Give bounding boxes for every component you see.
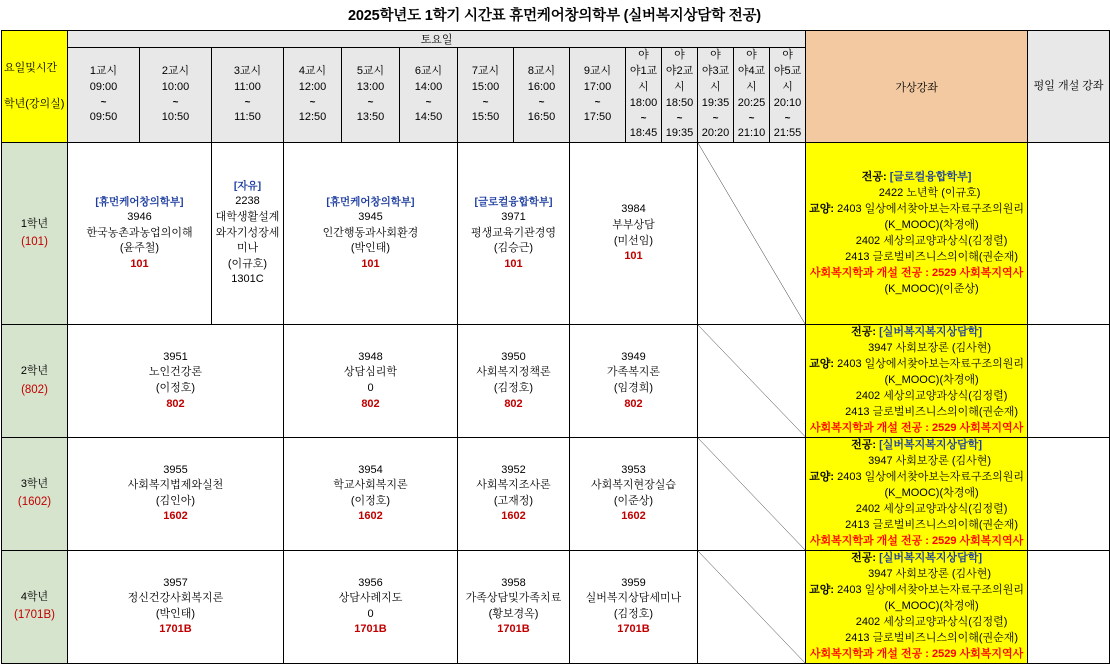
course-cell[interactable]: 3949 가족복지론 (임경희) 802 (570, 325, 698, 438)
virtual-liberal-course: (K_MOOC)(차경애) (884, 374, 979, 386)
virtual-liberal-line: 교양: 2403 일상에서찾아보는자료구조의원리 (809, 202, 1025, 215)
period-header-8: 8교시 16:00 ~ 16:50 (514, 48, 570, 143)
virtual-extra-note: 사회복지학과 개설 전공 : 2529 사회복지역사 (809, 421, 1024, 434)
empty-slot (698, 143, 806, 325)
virtual-liberal-line: 교양: 2403 일상에서찾아보는자료구조의원리 (809, 470, 1025, 483)
virtual-course-cell (806, 325, 1028, 438)
period-header-6: 6교시 14:00 ~ 14:50 (400, 48, 458, 143)
course-cell[interactable]: 3951 노인건강론 (이정호) 802 (68, 325, 284, 438)
night-label: 야 (746, 49, 757, 61)
virtual-liberal-course: (K_MOOC)(차경애) (884, 486, 979, 499)
weekday-course-cell (1028, 143, 1110, 325)
virtual-major-line: 전공: [실버복지복지상담학] (851, 438, 983, 451)
tilde: ~ (244, 96, 251, 108)
weekday-course-cell (1028, 550, 1110, 663)
period-header-7: 7교시 15:00 ~ 15:50 (458, 48, 514, 143)
night-label: 야 (638, 49, 649, 61)
tilde: ~ (784, 112, 791, 124)
virtual-major-line: 전공: [실버복지복지상담학] (851, 326, 983, 339)
course-cell[interactable]: 3959 실버복지상담세미나 (김정호) 1701B (570, 550, 698, 663)
virtual-liberal-course: 2402 세상의교양과상식(김정렬) (855, 389, 1008, 402)
period-header-2: 2교시 10:00 ~ 10:50 (140, 48, 212, 143)
virtual-major-course: 3947 사회보장론 (김사현) (868, 342, 992, 355)
empty-slot (698, 550, 806, 663)
virtual-extra-note-2: (K_MOOC)(이준상) (884, 282, 979, 295)
tilde: ~ (425, 96, 432, 108)
virtual-extra-note: 사회복지학과 개설 전공 : 2529 사회복지역사 (809, 647, 1024, 660)
course-cell[interactable]: [휴먼케어창의학부] 3945 인간행동과사회환경 (박인태) 101 (284, 143, 458, 325)
course-cell[interactable]: 3952 사회복지조사론 (고재정) 1602 (458, 437, 570, 550)
year-cell-2: 2학년 (802) (2, 325, 68, 438)
tilde: ~ (100, 96, 107, 108)
weekday-course-header: 평일 개설 강좌 (1028, 31, 1110, 143)
timetable (1, 30, 1110, 664)
course-cell[interactable]: 3953 사회복지현장실습 (이준상) 1602 (570, 437, 698, 550)
period-header-3: 3교시 11:00 ~ 11:50 (212, 48, 284, 143)
course-cell[interactable]: [자유] 2238 대학생활설계와자기성장세미나 (이규호) 1301C (212, 143, 284, 325)
table-row (2, 143, 1110, 325)
year-cell-1: 1학년 (101) (2, 143, 68, 325)
virtual-liberal-course: (K_MOOC)(차경애) (884, 218, 979, 231)
header-row-day (2, 31, 1110, 48)
tilde: ~ (748, 112, 755, 124)
period-header-n4: 야 야4교시 20:25 ~ 21:10 (734, 48, 770, 143)
tilde: ~ (172, 96, 179, 108)
virtual-course-header: 가상강좌 (806, 31, 1028, 143)
table-row (2, 325, 1110, 438)
virtual-extra-note: 사회복지학과 개설 전공 : 2529 사회복지역사 (809, 266, 1024, 279)
course-cell[interactable]: 3957 정신건강사회복지론 (박인태) 1701B (68, 550, 284, 663)
empty-slot (698, 437, 806, 550)
corner-header (2, 31, 68, 143)
year-cell-3: 3학년 (1602) (2, 437, 68, 550)
corner-bottom-label: 학년(강의실) (4, 97, 65, 110)
tilde: ~ (538, 96, 545, 108)
night-label: 야 (710, 49, 721, 61)
virtual-liberal-course: 2402 세상의교양과상식(김정렬) (855, 234, 1008, 247)
virtual-major-course: 2422 노년학 (이규호) (878, 186, 981, 199)
tilde: ~ (640, 112, 647, 124)
virtual-liberal-line: 교양: 2403 일상에서찾아보는자료구조의원리 (809, 358, 1025, 371)
course-cell[interactable]: [글로컬융합학부] 3971 평생교육기관경영 (김승근) 101 (458, 143, 570, 325)
course-cell[interactable]: 3954 학교사회복지론 (이정호) 1602 (284, 437, 458, 550)
table-row (2, 437, 1110, 550)
virtual-course-cell (806, 550, 1028, 663)
night-label: 야 (782, 49, 793, 61)
virtual-liberal-course: 2402 세상의교양과상식(김정렬) (855, 615, 1008, 628)
virtual-extra-note: 사회복지학과 개설 전공 : 2529 사회복지역사 (809, 534, 1024, 547)
virtual-liberal-line: 교양: 2403 일상에서찾아보는자료구조의원리 (809, 583, 1025, 596)
corner-top-label: 요일및시간 (4, 61, 58, 74)
virtual-major-course: 3947 사회보장론 (김사현) (868, 567, 992, 580)
virtual-liberal-course: 2413 글로벌비즈니스의이해(권순재) (845, 518, 1019, 531)
virtual-liberal-course: 2413 글로벌비즈니스의이해(권순재) (845, 250, 1019, 263)
period-header-n5: 야 야5교시 20:10 ~ 21:55 (770, 48, 806, 143)
period-header-n1: 야 야1교시 18:00 ~ 18:45 (626, 48, 662, 143)
page-title: 2025학년도 1학기 시간표 휴먼케어창의학부 (실버복지상담학 전공) (348, 8, 761, 24)
virtual-liberal-course: 2402 세상의교양과상식(김정렬) (855, 502, 1008, 515)
period-header-5: 5교시 13:00 ~ 13:50 (342, 48, 400, 143)
year-cell-4: 4학년 (1701B) (2, 550, 68, 663)
course-cell[interactable]: 3948 상담심리학 0 802 (284, 325, 458, 438)
day-label: 토요일 (68, 31, 806, 48)
course-cell[interactable]: 3956 상담사례지도 0 1701B (284, 550, 458, 663)
period-header-4: 4교시 12:00 ~ 12:50 (284, 48, 342, 143)
course-cell[interactable]: [휴먼케어창의학부] 3946 한국농촌과농업의이해 (윤주철) 101 (68, 143, 212, 325)
tilde: ~ (712, 112, 719, 124)
virtual-course-cell (806, 143, 1028, 325)
course-cell[interactable]: 3984 부부상담 (미선임) 101 (570, 143, 698, 325)
table-row (2, 550, 1110, 663)
virtual-major-course: 3947 사회보장론 (김사현) (868, 454, 992, 467)
virtual-major-line: 전공: [글로컬융합학부] (861, 170, 972, 183)
virtual-liberal-course: (K_MOOC)(차경애) (884, 599, 979, 612)
course-cell[interactable]: 3950 사회복지정책론 (김정호) 802 (458, 325, 570, 438)
virtual-liberal-course: 2413 글로벌비즈니스의이해(권순재) (845, 631, 1019, 644)
period-header-n2: 야 야2교시 18:50 ~ 19:35 (662, 48, 698, 143)
tilde: ~ (367, 96, 374, 108)
period-header-n3: 야 야3교시 19:35 ~ 20:20 (698, 48, 734, 143)
period-header-9: 9교시 17:00 ~ 17:50 (570, 48, 626, 143)
course-cell[interactable]: 3958 가족상담및가족치료 (황보경옥) 1701B (458, 550, 570, 663)
virtual-course-cell (806, 437, 1028, 550)
weekday-course-cell (1028, 325, 1110, 438)
tilde: ~ (309, 96, 316, 108)
course-cell[interactable]: 3955 사회복지법제와실천 (김인아) 1602 (68, 437, 284, 550)
weekday-course-cell (1028, 437, 1110, 550)
night-label: 야 (674, 49, 685, 61)
empty-slot (698, 325, 806, 438)
virtual-major-line: 전공: [실버복지복지상담학] (851, 551, 983, 564)
tilde: ~ (594, 96, 601, 108)
tilde: ~ (676, 112, 683, 124)
period-header-1: 1교시 09:00 ~ 09:50 (68, 48, 140, 143)
virtual-liberal-course: 2413 글로벌비즈니스의이해(권순재) (845, 405, 1019, 418)
tilde: ~ (482, 96, 489, 108)
